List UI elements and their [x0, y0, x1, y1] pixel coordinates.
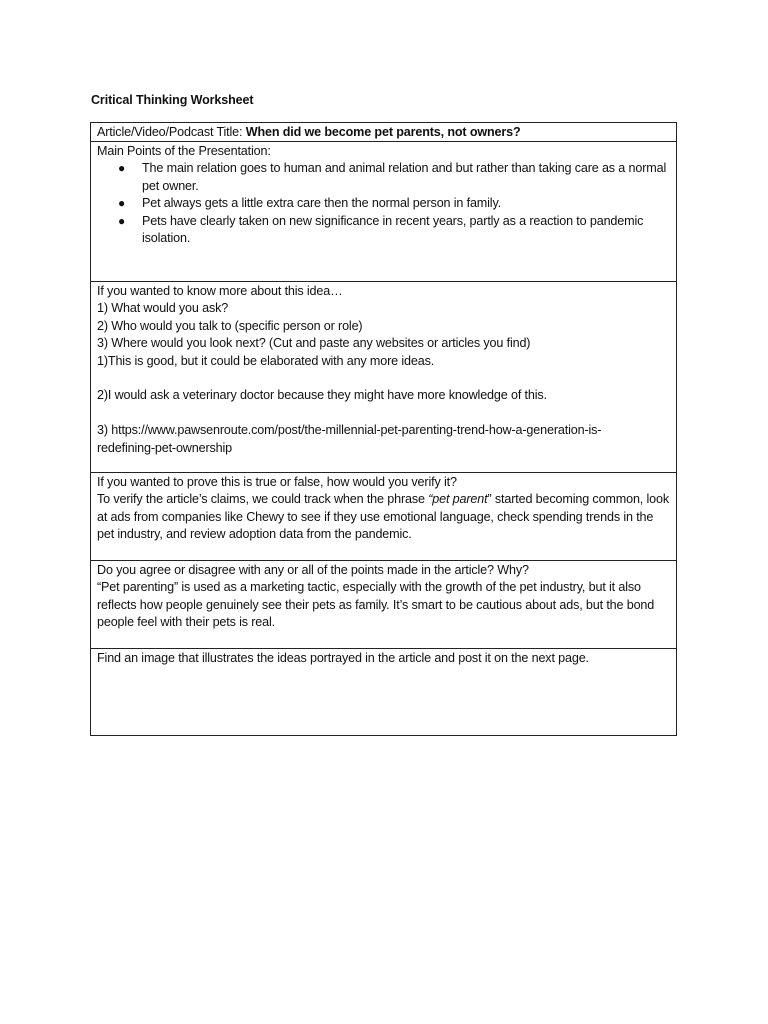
agree-prompt: Do you agree or disagree with any or all of the points made in the article? Why?: [97, 563, 529, 577]
list-item: [118, 213, 670, 248]
verify-answer-end: ” started becoming common, look at ads from companies like Chewy to see if they use emotional language, check spending trends in the pet industry, and review adoption data from the pandemic.: [97, 492, 670, 542]
know-more-row: [91, 282, 676, 473]
list-item: [118, 160, 670, 195]
image-prompt: Find an image that illustrates the ideas portrayed in the article and post it on the next page.: [97, 651, 589, 665]
main-points-list: [97, 160, 670, 247]
bullet-text: Pet always gets a little extra care then the normal person in family.: [142, 196, 502, 211]
bullet-icon: ●: [118, 196, 126, 211]
main-points-heading: Main Points of the Presentation:: [97, 144, 271, 158]
agree-row: [91, 561, 676, 649]
spacer: [97, 370, 670, 387]
image-row: [91, 649, 676, 735]
verify-answer-start: To verify the article’s claims, we could track when the phrase: [97, 492, 429, 507]
spacer: [97, 405, 670, 422]
bullet-text: The main relation goes to human and animal relation and but rather than taking care as a normal pet owner.: [142, 161, 667, 193]
verify-prompt: If you wanted to prove this is true or false, how would you verify it?: [97, 475, 457, 489]
verify-row: [91, 473, 676, 561]
worksheet-table: [90, 122, 677, 736]
question-1: 1) What would you ask?: [97, 301, 229, 316]
main-points-row: [91, 142, 676, 282]
verify-answer: [97, 492, 669, 541]
title-label: Article/Video/Podcast Title:: [97, 125, 246, 139]
bullet-text: Pets have clearly taken on new significance in recent years, partly as a reaction to pandemic isolation.: [142, 213, 644, 246]
worksheet-title: Critical Thinking Worksheet: [91, 93, 254, 107]
answer-3-link-cont[interactable]: redefining-pet-ownership: [97, 440, 233, 455]
question-2: 2) Who would you talk to (specific person or role): [97, 318, 363, 333]
bullet-icon: ●: [118, 213, 126, 228]
article-title: When did we become pet parents, not owners?: [245, 125, 521, 139]
know-more-prompt: If you wanted to know more about this idea…: [97, 284, 343, 298]
verify-answer-phrase: “pet parent: [428, 492, 488, 507]
answer-2: 2)I would ask a veterinary doctor because they might have more knowledge of this.: [97, 388, 547, 403]
question-3: 3) Where would you look next? (Cut and paste any websites or articles you find): [97, 336, 531, 351]
answer-1: 1)This is good, but it could be elaborated with any more ideas.: [97, 353, 435, 368]
bullet-icon: ●: [118, 161, 126, 176]
agree-answer: “Pet parenting” is used as a marketing tactic, especially with the growth of the pet industry, but it also reflects how people genuinely see their pets as family. It’s smart to be cautious about ads, but the bond people feel with their pets is real.: [97, 580, 658, 630]
answer-3-link[interactable]: 3) https://www.pawsenroute.com/post/the-millennial-pet-parenting-trend-how-a-generation-is-: [97, 423, 602, 438]
title-row: [91, 123, 676, 142]
list-item: [118, 195, 670, 212]
